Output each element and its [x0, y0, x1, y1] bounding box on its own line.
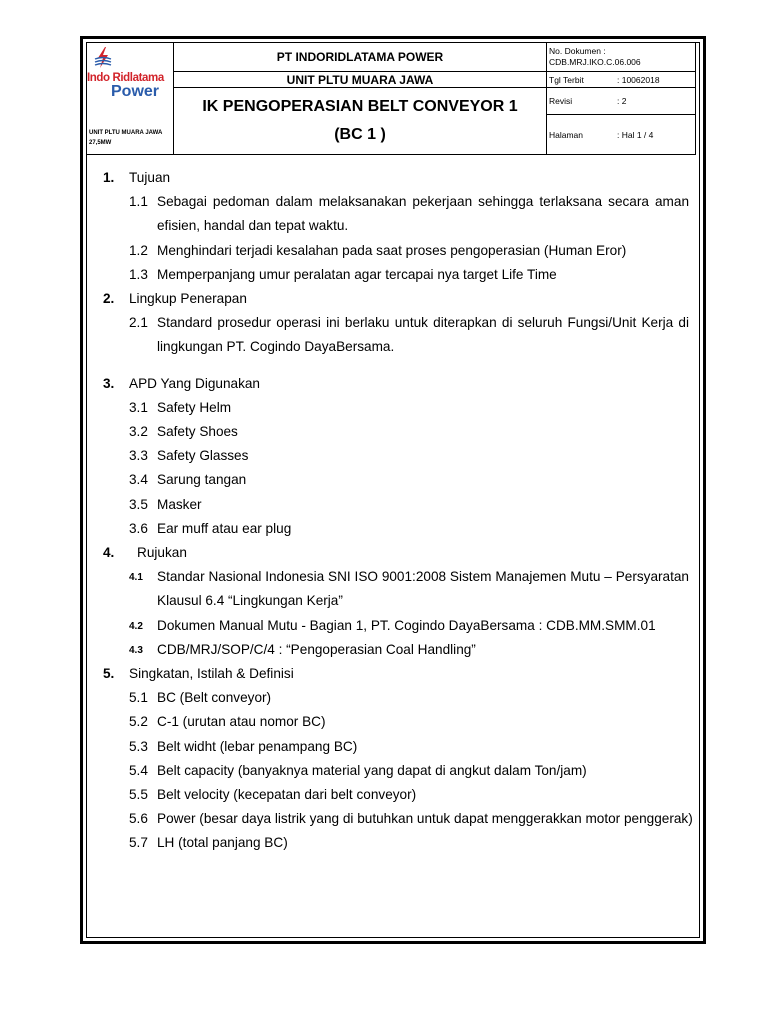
section-3 — [100, 372, 700, 541]
document-header-table — [86, 42, 696, 155]
doc-number-value: CDB.MRJ.IKO.C.06.006 — [549, 57, 641, 67]
logo-unit-line-1: UNIT PLTU MUARA JAWA — [89, 130, 163, 136]
item-number: 1.3 — [129, 266, 148, 282]
section-title: Rujukan — [137, 545, 187, 561]
logo-cell — [87, 43, 174, 155]
document-title-line-2: (BC 1 ) — [334, 126, 386, 143]
section-number: 3. — [103, 375, 115, 391]
item-number: 3.1 — [129, 399, 148, 415]
list-item — [129, 759, 727, 783]
item-text: C-1 (urutan atau nomor BC) — [157, 714, 326, 730]
document-body — [100, 166, 700, 856]
item-number: 1.1 — [129, 194, 148, 210]
section-title: APD Yang Digunakan — [129, 375, 260, 391]
list-item — [129, 190, 689, 238]
section-title: Lingkup Penerapan — [129, 291, 247, 307]
document-title-line-1: IK PENGOPERASIAN BELT CONVEYOR 1 — [202, 98, 518, 115]
logo-unit-line-2: 27,5MW — [89, 140, 112, 146]
list-item — [129, 783, 727, 807]
item-text: Belt velocity (kecepatan dari belt conveyor) — [157, 787, 417, 803]
item-number: 4.1 — [129, 572, 143, 584]
issue-date-cell — [547, 72, 696, 88]
item-text: Power (besar daya listrik yang di butuhkan untuk dapat menggerakkan motor penggerak) — [157, 811, 693, 827]
company-name: PT INDORIDLATAMA POWER — [174, 43, 547, 72]
item-number: 4.3 — [129, 644, 143, 656]
list-item — [129, 710, 727, 734]
item-text: Safety Shoes — [157, 424, 238, 440]
item-number: 1.2 — [129, 242, 148, 258]
item-text: Masker — [157, 496, 202, 512]
item-number: 5.2 — [129, 714, 148, 730]
section-4 — [100, 541, 700, 662]
item-text: Sarung tangan — [157, 472, 247, 488]
item-number: 5.7 — [129, 835, 148, 851]
section-number: 1. — [103, 170, 115, 185]
section-title: Singkatan, Istilah & Definisi — [129, 666, 294, 682]
list-item — [129, 735, 727, 759]
spacer — [100, 360, 700, 372]
item-text: BC (Belt conveyor) — [157, 690, 272, 706]
page-info-cell — [547, 115, 696, 155]
item-text: Standar Nasional Indonesia SNI ISO 9001:2008 Sistem Manajemen Mutu – Persyaratan Klausul 6.4 “Lingkungan Kerja” — [157, 569, 689, 609]
list-item — [129, 444, 700, 468]
page-label: Halaman — [549, 129, 584, 140]
revision-label: Revisi — [549, 96, 573, 106]
item-text: LH (total panjang BC) — [157, 835, 288, 851]
item-number: 5.6 — [129, 811, 148, 827]
unit-name: UNIT PLTU MUARA JAWA — [174, 72, 547, 88]
item-text: Menghindari terjadi kesalahan pada saat proses pengoperasian (Human Eror) — [157, 242, 627, 258]
list-item — [129, 831, 727, 855]
item-text: Ear muff atau ear plug — [157, 520, 292, 536]
item-number: 4.2 — [129, 620, 143, 632]
logo-wordmark-line1: Indo Ridlatama — [87, 72, 164, 84]
issue-date-value: : 10062018 — [617, 74, 660, 85]
lightning-logo-icon — [92, 46, 114, 72]
section-number: 5. — [103, 666, 115, 682]
item-number: 5.3 — [129, 738, 148, 754]
item-text: Dokumen Manual Mutu - Bagian 1, PT. Cogindo DayaBersama : CDB.MM.SMM.01 — [157, 617, 656, 633]
item-text: Belt widht (lebar penampang BC) — [157, 738, 358, 754]
list-item — [129, 239, 689, 263]
revision-cell — [547, 88, 696, 115]
section-5 — [100, 662, 700, 856]
section-1 — [100, 166, 700, 287]
issue-date-label: Tgl Terbit — [549, 74, 584, 85]
company-logo — [87, 43, 173, 154]
list-item — [129, 493, 700, 517]
list-item — [129, 614, 689, 638]
list-item — [129, 396, 700, 420]
list-item — [129, 565, 689, 613]
section-number: 4. — [103, 545, 115, 561]
doc-number-label: No. Dokumen : — [549, 46, 606, 56]
item-number: 3.2 — [129, 424, 148, 440]
item-number: 2.1 — [129, 315, 148, 331]
doc-number-cell — [547, 43, 696, 72]
section-number: 2. — [103, 291, 115, 307]
item-text: Safety Helm — [157, 399, 232, 415]
item-number: 3.5 — [129, 496, 148, 512]
section-2 — [100, 287, 700, 360]
list-item — [129, 807, 727, 831]
document-title — [174, 88, 547, 155]
revision-value: : 2 — [617, 96, 627, 106]
item-number: 5.1 — [129, 690, 148, 706]
item-number: 3.4 — [129, 472, 148, 488]
item-text: Belt capacity (banyaknya material yang dapat di angkut dalam Ton/jam) — [157, 762, 587, 778]
logo-wordmark-line2: Power — [111, 83, 160, 100]
list-item — [129, 311, 689, 359]
logo-unit-caption — [89, 128, 162, 148]
list-item — [129, 468, 700, 492]
item-number: 3.3 — [129, 448, 148, 464]
list-item — [129, 638, 689, 662]
list-item — [129, 263, 689, 287]
item-text: CDB/MRJ/SOP/C/4 : “Pengoperasian Coal Handling” — [157, 641, 476, 657]
item-number: 3.6 — [129, 520, 148, 536]
item-text: Sebagai pedoman dalam melaksanakan pekerjaan sehingga terlaksana secara aman efisien, handal dan tepat waktu. — [157, 194, 689, 234]
page-value: : Hal 1 / 4 — [617, 129, 654, 140]
list-item — [129, 517, 700, 541]
list-item — [129, 420, 700, 444]
item-text: Standard prosedur operasi ini berlaku untuk diterapkan di seluruh Fungsi/Unit Kerja di lingkungan PT. Cogindo DayaBersama. — [157, 315, 689, 355]
item-number: 5.4 — [129, 762, 148, 778]
item-number: 5.5 — [129, 787, 148, 803]
list-item — [129, 686, 727, 710]
section-title: Tujuan — [129, 170, 171, 185]
item-text: Safety Glasses — [157, 448, 249, 464]
item-text: Memperpanjang umur peralatan agar tercapai nya target Life Time — [157, 266, 557, 282]
